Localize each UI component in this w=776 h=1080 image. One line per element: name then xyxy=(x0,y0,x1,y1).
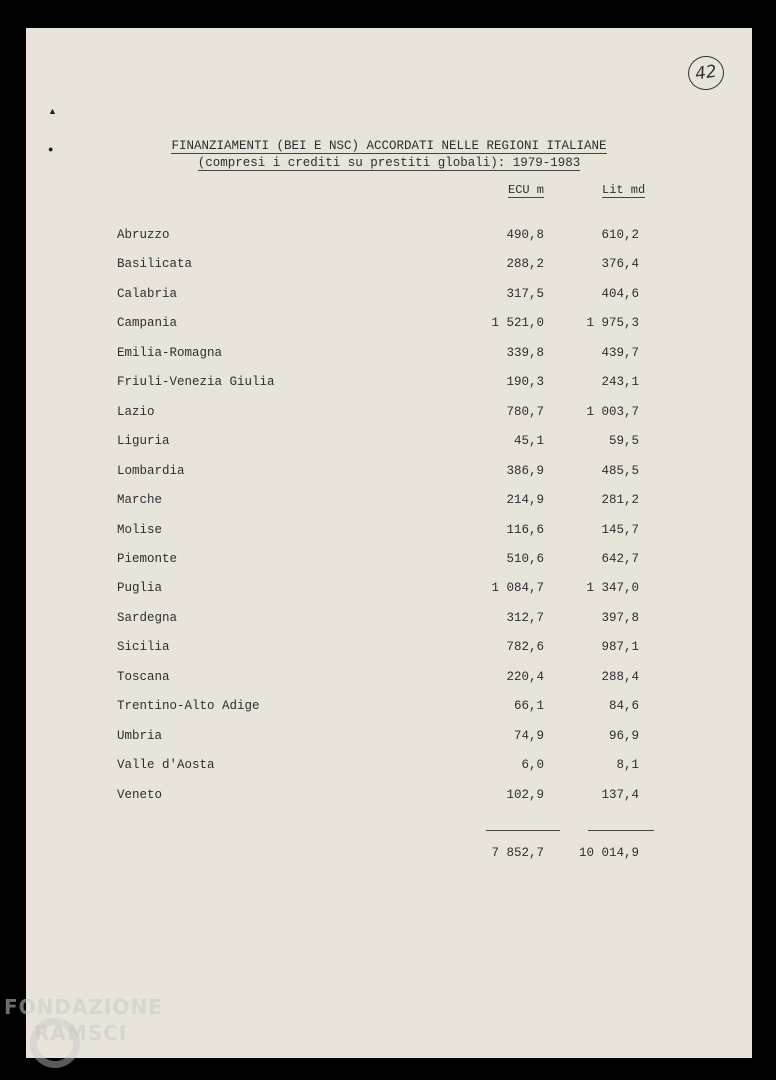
region-ecu: 312,7 xyxy=(506,610,544,625)
region-name: Sicilia xyxy=(117,640,170,655)
region-lit: 243,1 xyxy=(601,375,639,390)
region-name: Friuli-Venezia Giulia xyxy=(117,375,275,390)
table-row xyxy=(26,581,752,601)
region-ecu: 1 521,0 xyxy=(491,316,544,331)
region-lit: 642,7 xyxy=(601,551,639,566)
region-name: Calabria xyxy=(117,286,178,301)
region-ecu: 339,8 xyxy=(506,345,544,360)
region-name: Puglia xyxy=(117,581,163,596)
region-ecu: 45,1 xyxy=(513,434,544,449)
region-name: Piemonte xyxy=(117,551,178,566)
region-name: Trentino-Alto Adige xyxy=(117,699,260,714)
region-name: Toscana xyxy=(117,669,170,684)
watermark-line-1: FONDAZIONE xyxy=(4,995,163,1019)
column-header-lit: Lit md xyxy=(602,183,646,197)
region-ecu: 1 084,7 xyxy=(491,581,544,596)
region-lit: 59,5 xyxy=(608,434,639,449)
table-row xyxy=(26,228,752,248)
region-ecu: 102,9 xyxy=(506,787,544,802)
table-row xyxy=(26,758,752,778)
region-ecu: 490,8 xyxy=(506,228,544,242)
region-ecu: 190,3 xyxy=(506,375,544,390)
title-line-2: (compresi i crediti su prestiti globali): 1979-1983 xyxy=(197,156,581,170)
region-name: Basilicata xyxy=(117,257,193,272)
region-ecu: 288,2 xyxy=(506,257,544,272)
watermark xyxy=(4,995,163,1045)
region-lit: 145,7 xyxy=(601,522,639,537)
table-row xyxy=(26,699,752,719)
title-line-1: FINANZIAMENTI (BEI E NSC) ACCORDATI NELLE REGIONI ITALIANE xyxy=(171,139,607,153)
region-lit: 1 975,3 xyxy=(586,316,639,331)
region-ecu: 6,0 xyxy=(521,758,544,773)
region-lit: 485,5 xyxy=(601,463,639,478)
region-lit: 281,2 xyxy=(601,493,639,508)
total-rule-ecu xyxy=(486,830,560,831)
region-lit: 96,9 xyxy=(608,728,639,743)
region-ecu: 74,9 xyxy=(513,728,544,743)
region-ecu: 780,7 xyxy=(506,404,544,419)
region-lit: 439,7 xyxy=(601,345,639,360)
region-name: Emilia-Romagna xyxy=(117,345,223,360)
table-row xyxy=(26,287,752,307)
region-ecu: 116,6 xyxy=(506,522,544,537)
region-lit: 987,1 xyxy=(601,640,639,655)
table-row xyxy=(26,788,752,808)
table-row xyxy=(26,729,752,749)
region-lit: 376,4 xyxy=(601,257,639,272)
table-row xyxy=(26,405,752,425)
total-rule-lit xyxy=(588,830,654,831)
region-lit: 8,1 xyxy=(616,758,639,773)
region-name: Valle d'Aosta xyxy=(117,758,215,773)
table-row xyxy=(26,640,752,660)
table-row xyxy=(26,552,752,572)
region-lit: 288,4 xyxy=(601,669,639,684)
region-lit: 1 003,7 xyxy=(586,404,639,419)
region-ecu: 782,6 xyxy=(506,640,544,655)
watermark-line-2: RAMSCI xyxy=(34,1021,128,1045)
region-name: Abruzzo xyxy=(117,228,170,242)
column-header-ecu: ECU m xyxy=(508,183,545,197)
region-name: Sardegna xyxy=(117,610,178,625)
table-row xyxy=(26,611,752,631)
region-name: Lazio xyxy=(117,404,155,419)
page-number: 42 xyxy=(686,54,726,93)
region-ecu: 386,9 xyxy=(506,463,544,478)
region-ecu: 214,9 xyxy=(506,493,544,508)
punch-mark-bottom: ● xyxy=(48,144,54,154)
region-lit: 610,2 xyxy=(601,228,639,242)
region-ecu: 510,6 xyxy=(506,551,544,566)
region-lit: 137,4 xyxy=(601,787,639,802)
region-name: Umbria xyxy=(117,728,163,743)
region-lit: 84,6 xyxy=(608,699,639,714)
region-lit: 1 347,0 xyxy=(586,581,639,596)
region-ecu: 220,4 xyxy=(506,669,544,684)
table-row xyxy=(26,375,752,395)
total-ecu: 7 852,7 xyxy=(491,846,544,860)
region-name: Campania xyxy=(117,316,178,331)
region-name: Lombardia xyxy=(117,463,185,478)
document-title xyxy=(26,138,752,172)
region-name: Liguria xyxy=(117,434,170,449)
region-ecu: 66,1 xyxy=(513,699,544,714)
table-row xyxy=(26,434,752,454)
table-row xyxy=(26,670,752,690)
total-lit: 10 014,9 xyxy=(578,846,639,860)
region-name: Marche xyxy=(117,493,163,508)
table-row xyxy=(26,316,752,336)
region-name: Veneto xyxy=(117,787,163,802)
region-lit: 397,8 xyxy=(601,610,639,625)
table-row xyxy=(26,464,752,484)
region-ecu: 317,5 xyxy=(506,286,544,301)
table-row xyxy=(26,523,752,543)
punch-mark-top: ▲ xyxy=(48,106,57,116)
document-page xyxy=(26,28,752,1058)
region-name: Molise xyxy=(117,522,163,537)
table-row xyxy=(26,346,752,366)
region-lit: 404,6 xyxy=(601,286,639,301)
table-row xyxy=(26,493,752,513)
table-row xyxy=(26,257,752,277)
